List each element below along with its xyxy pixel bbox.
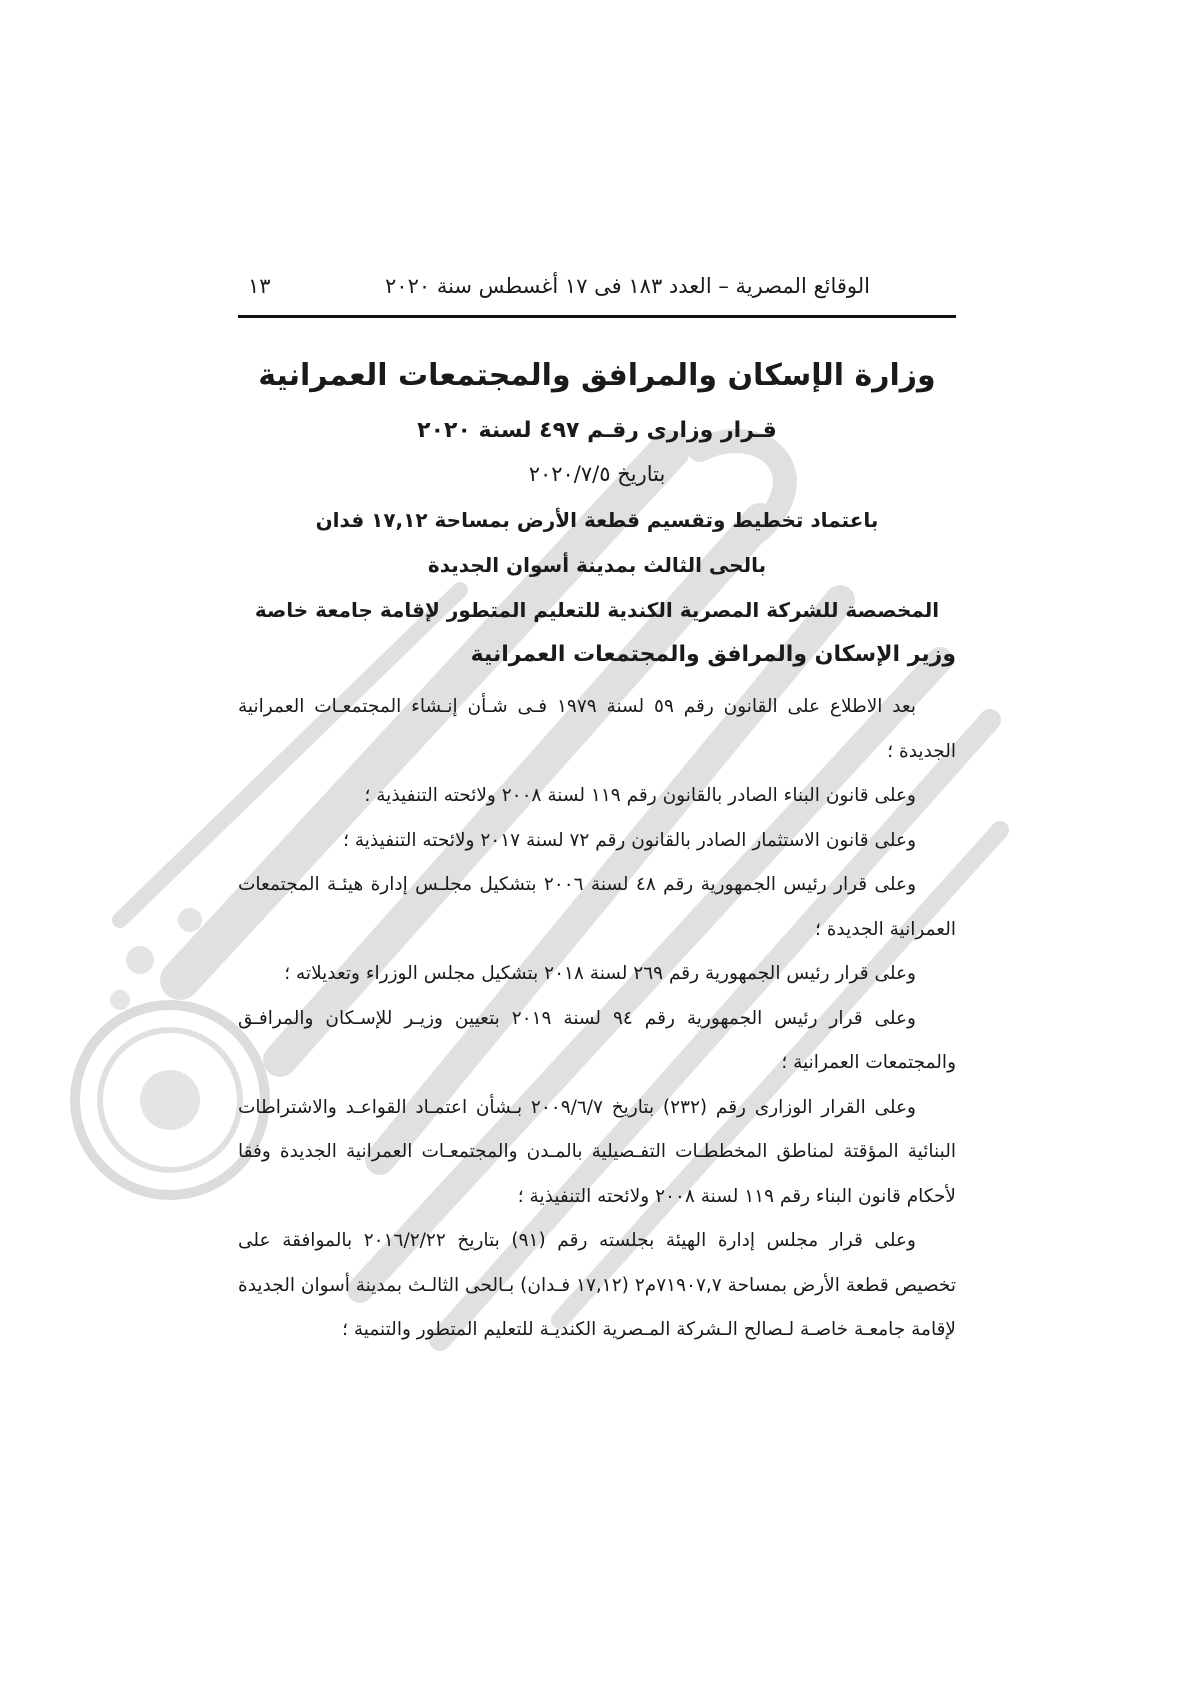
minister-title: وزير الإسكان والمرافق والمجتمعات العمرانية xyxy=(470,642,956,667)
preamble-paragraph: وعلى قرار رئيس الجمهورية رقم ٢٦٩ لسنة ٢٠١٨ بتشكيل مجلس الوزراء وتعديلاته ؛ xyxy=(284,963,916,984)
decree-preamble xyxy=(238,685,956,1353)
watermark-dots xyxy=(110,908,202,1010)
subject-line: باعتماد تخطيط وتقسيم قطعة الأرض بمساحة ١٧,١٢ فدان xyxy=(315,508,879,532)
decree-date: بتاريخ ٢٠٢٠/٧/٥ xyxy=(528,462,666,486)
ministry-heading: وزارة الإسكان والمرافق والمجتمعات العمرانية xyxy=(258,358,936,393)
preamble-paragraph: بعد الاطلاع على القانون رقم ٥٩ لسنة ١٩٧٩ فـى شـأن إنـشاء المجتمعـات العمرانية الجديدة ؛ xyxy=(238,696,956,762)
preamble-paragraph: وعلى قرار رئيس الجمهورية رقم ٩٤ لسنة ٢٠١٩ بتعيين وزيـر للإسـكان والمرافـق والمجتمعات العمرانية ؛ xyxy=(238,1007,956,1073)
header-divider xyxy=(238,315,956,318)
page-number: ١٣ xyxy=(248,274,271,298)
preamble-paragraph: وعلى قانون البناء الصادر بالقانون رقم ١١٩ لسنة ٢٠٠٨ ولائحته التنفيذية ؛ xyxy=(364,785,916,806)
preamble-paragraph: وعلى قرار مجلس إدارة الهيئة بجلسته رقم (٩١) بتاريخ ٢٠١٦/٢/٢٢ بالموافقة على تخصيص قطعة الأرض بمساحة ٧١٩٠٧,٧م٢ (١٧,١٢ فـدان) بـالحى الثالـث بمدينة أسوان الجديدة لإقامة جامعـة خاصـة لـصالح الـشركة المـصرية الكنديـة للتعليم المتطور والتنمية ؛ xyxy=(238,1230,956,1340)
preamble-paragraph: وعلى القرار الوزارى رقم (٢٣٢) بتاريخ ٢٠٠٩/٦/٧ بـشأن اعتمـاد القواعـد والاشتراطات البنائية المؤقتة لمناطق المخططـات التفـصيلية بالمـدن والمجتمعـات العمرانية الجديدة وفقا لأحكام قانون البناء رقم ١١٩ لسنة ٢٠٠٨ ولائحته التنفيذية ؛ xyxy=(238,1096,956,1207)
page-header xyxy=(238,268,956,318)
gazette-issue-line: الوقائع المصرية – العدد ١٨٣ فى ١٧ أغسطس سنة ٢٠٢٠ xyxy=(385,274,870,298)
subject-line: المخصصة للشركة المصرية الكندية للتعليم المتطور لإقامة جامعة خاصة xyxy=(254,598,940,622)
preamble-paragraph: وعلى قانون الاستثمار الصادر بالقانون رقم ٧٢ لسنة ٢٠١٧ ولائحته التنفيذية ؛ xyxy=(343,829,916,851)
decree-title: قـرار وزارى رقـم ٤٩٧ لسنة ٢٠٢٠ xyxy=(417,418,777,443)
watermark-emblem-icon xyxy=(75,1005,265,1195)
preamble-paragraph: وعلى قرار رئيس الجمهورية رقم ٤٨ لسنة ٢٠٠٦ بتشكيل مجلـس إدارة هيئـة المجتمعات العمرانية الجديدة ؛ xyxy=(238,874,956,940)
subject-line: بالحى الثالث بمدينة أسوان الجديدة xyxy=(427,553,767,577)
